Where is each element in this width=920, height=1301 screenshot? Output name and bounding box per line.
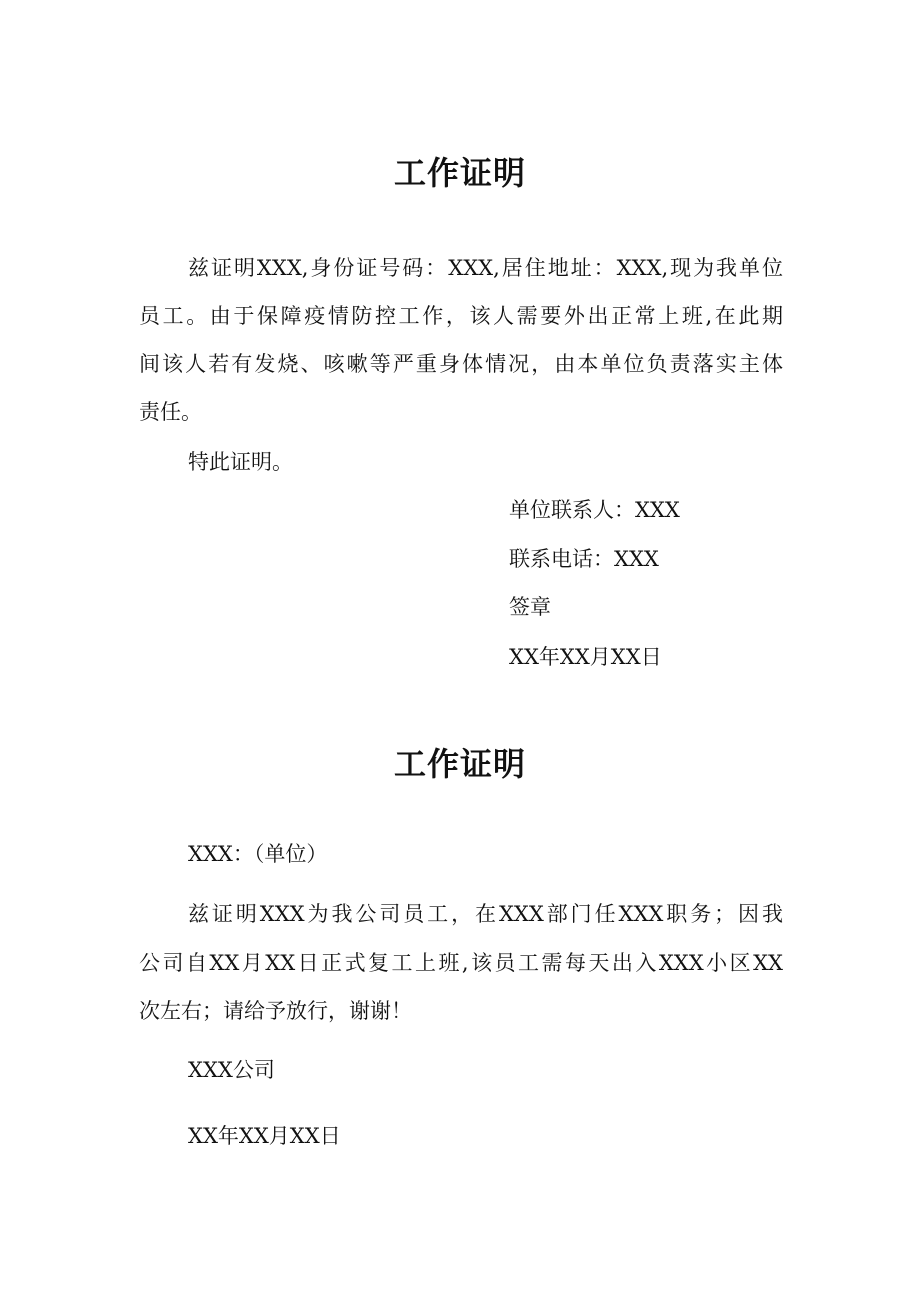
doc1-paragraph-line-4: 责任。: [139, 400, 202, 424]
doc1-contact-phone: 联系电话：XXX: [509, 547, 659, 571]
doc2-recipient: XXX：（单位）: [188, 842, 328, 866]
doc2-date: XX年XX月XX日: [188, 1124, 341, 1148]
doc1-seal-label: 签章: [509, 595, 551, 619]
doc1-paragraph-line-3: 间该人若有发烧、咳嗽等严重身体情况，由本单位负责落实主体: [139, 352, 783, 376]
doc2-paragraph-line-1: 兹证明XXX为我公司员工，在XXX部门任XXX职务；因我: [188, 902, 783, 926]
doc1-closing: 特此证明。: [188, 450, 293, 474]
doc1-contact-person: 单位联系人：XXX: [509, 498, 680, 522]
doc2-paragraph-line-2: 公司自XX月XX日正式复工上班,该员工需每天出入XXX小区XX: [139, 951, 783, 975]
doc1-paragraph-line-2: 员工。由于保障疫情防控工作，该人需要外出正常上班,在此期: [139, 304, 783, 328]
doc1-title: 工作证明: [393, 154, 526, 192]
doc2-company: XXX公司: [188, 1058, 275, 1082]
doc1-paragraph-line-1: 兹证明XXX,身份证号码：XXX,居住地址：XXX,现为我单位: [188, 256, 783, 280]
doc2-title: 工作证明: [393, 745, 526, 783]
doc1-date: XX年XX月XX日: [509, 645, 662, 669]
doc2-paragraph-line-3: 次左右；请给予放行，谢谢！: [139, 999, 412, 1023]
